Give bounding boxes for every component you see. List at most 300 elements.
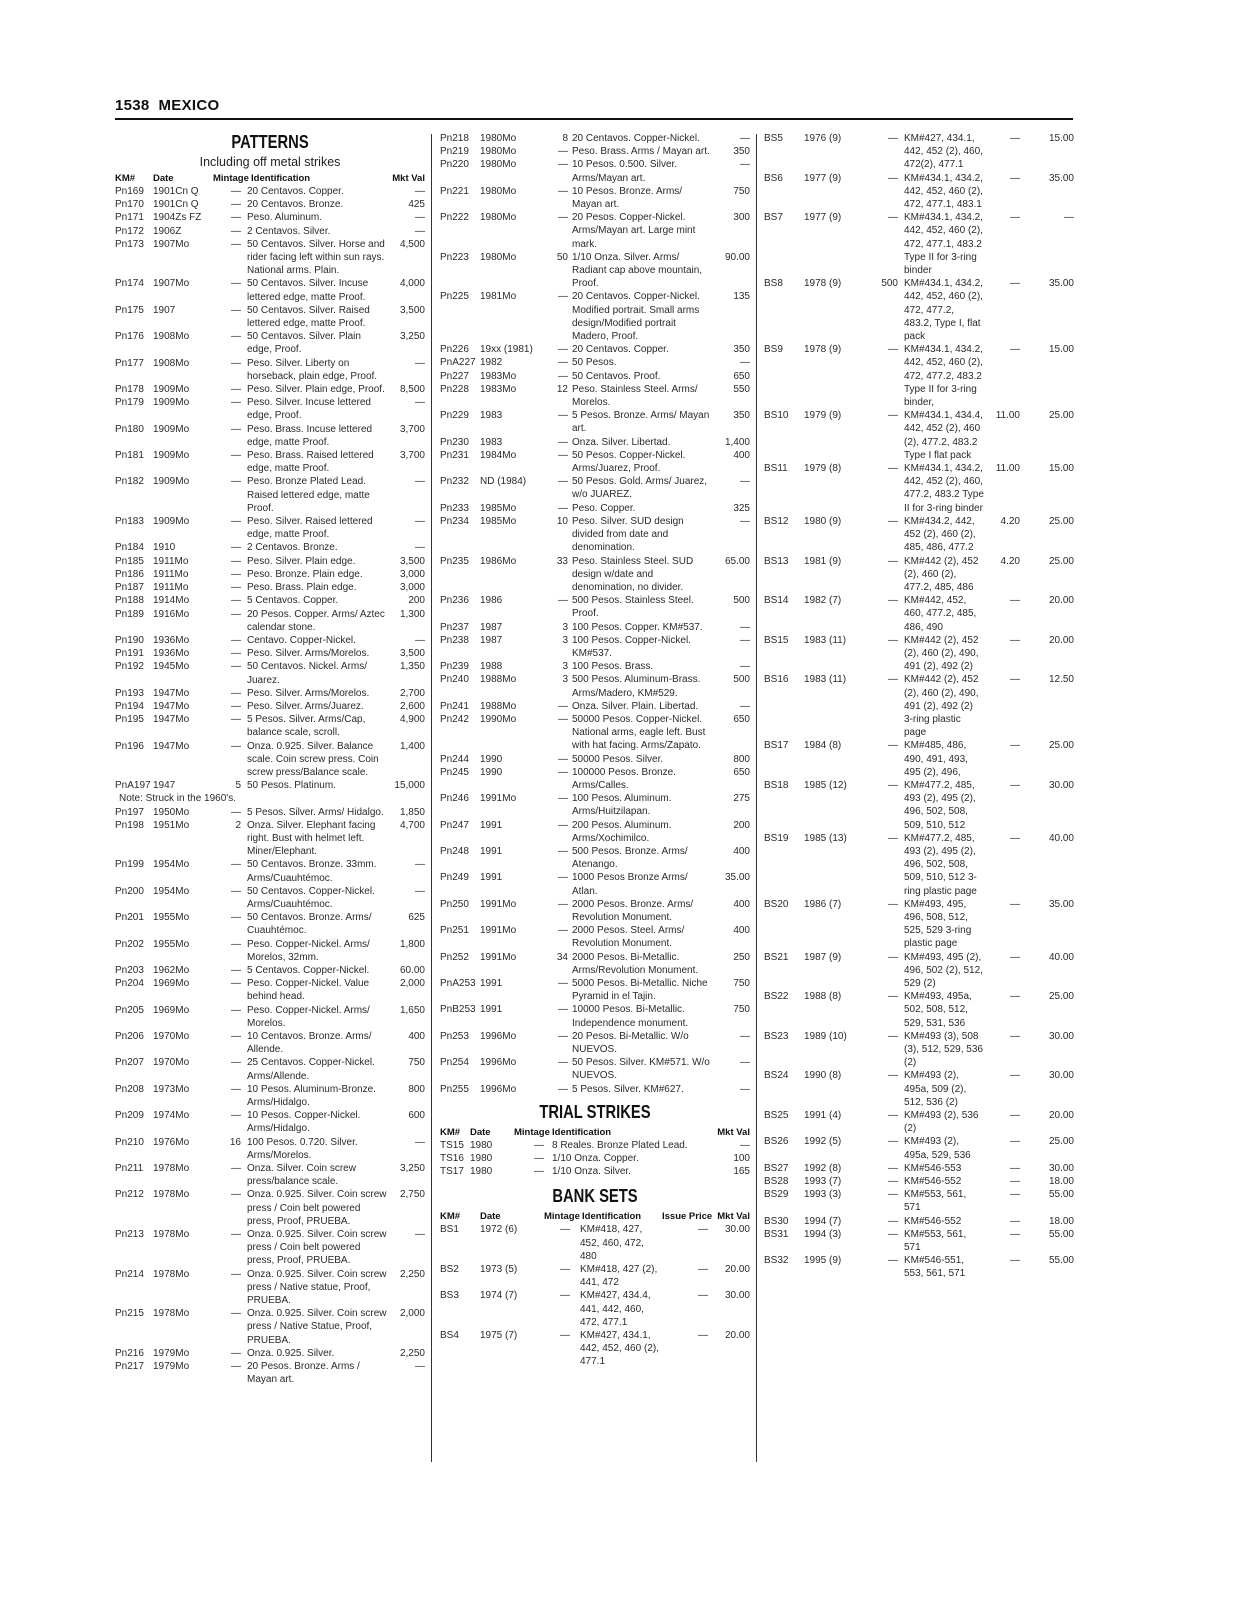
km-number: Pn178 [115, 384, 144, 396]
mkt-val: 350 [733, 410, 750, 422]
mkt-val: 20.00 [1048, 595, 1074, 607]
date: 1983Mo [480, 383, 517, 395]
identification: 500 Pesos. Aluminum-Brass. Arms/Madero, KM#529. [572, 674, 701, 699]
km-number: Pn225 [440, 291, 469, 303]
identification: 10 Centavos. Bronze. Arms/ Allende. [247, 1031, 372, 1056]
issue-price: 11.00 [995, 410, 1020, 422]
table-row [115, 1268, 425, 1308]
date: 1991 [480, 1004, 503, 1016]
mkt-val: — [740, 1030, 750, 1042]
km-number: Pn249 [440, 872, 469, 884]
identification: 5 Pesos. Bronze. Arms/ Mayan art. [572, 410, 710, 435]
bank-set-row [440, 1223, 750, 1263]
identification: 50 Centavos. Bronze. 33mm. Arms/Cuauhtémoc. [247, 859, 377, 884]
date: 1984Mo [480, 449, 517, 461]
date: 1951Mo [153, 819, 190, 831]
col-date: Date [480, 1211, 501, 1223]
identification: KM#546-551, 553, 561, 571 [904, 1255, 966, 1280]
bank-set-row [764, 555, 1074, 595]
mintage: — [534, 1139, 544, 1151]
col-km: KM# [115, 173, 136, 184]
km-number: Pn170 [115, 199, 144, 211]
identification: KM#493, 495, 496, 508, 512, 525, 529 3-ring plastic page [904, 898, 972, 950]
km-number: Pn250 [440, 898, 469, 910]
mkt-val: 15.00 [1048, 133, 1074, 144]
table-row [115, 1136, 425, 1162]
identification: 100 Pesos. Copper-Nickel. KM#537. [572, 634, 691, 659]
km-number: Pn175 [115, 304, 144, 316]
identification: Peso. Silver. Arms/Juarez. [247, 700, 364, 712]
table-row [115, 581, 425, 594]
table-row [115, 1228, 425, 1268]
bank-sets-list-1 [440, 1223, 750, 1368]
date: 1992 (8) [804, 1162, 842, 1174]
identification: Onza. 0.925. Silver. Coin screw press / Coin belt powered press, Proof, PRUEBA. [247, 1229, 387, 1267]
identification: KM#434.1, 434.2, 442, 452, 460 (2), 472, 477.1, 483.2 Type II for 3-ring binder [904, 212, 983, 277]
table-row [440, 594, 750, 620]
date: 1909Mo [153, 516, 190, 528]
km-number: BS8 [764, 278, 783, 290]
identification: Peso. Brass. Raised lettered edge, matte Proof. [247, 450, 374, 475]
table-row [440, 871, 750, 897]
km-number: Pn214 [115, 1268, 144, 1280]
column-3 [764, 132, 1074, 1281]
identification: KM#427, 434.1, 442, 452 (2), 460, 472(2), 477.1 [904, 133, 983, 171]
mkt-val: 400 [733, 449, 750, 461]
mintage: — [888, 172, 898, 184]
mintage: — [888, 898, 898, 910]
col-date: Date [153, 173, 174, 184]
table-row [115, 608, 425, 634]
km-number: Pn222 [440, 212, 469, 224]
bank-set-row [764, 1228, 1074, 1254]
date: 1980Mo [480, 185, 517, 197]
km-number: Pn193 [115, 687, 144, 699]
identification: 50 Centavos. Proof. [572, 370, 661, 382]
identification: 50 Centavos. Silver. Incuse lettered edge, matte Proof. [247, 278, 369, 303]
identification: KM#485, 486, 490, 491, 493, 495 (2), 496, [904, 740, 968, 778]
identification: 50000 Pesos. Copper-Nickel. National arms, eagle left. Bust with hat facing. Arms/Zapato. [572, 713, 706, 752]
mintage: — [558, 1083, 568, 1095]
mintage: — [231, 384, 241, 396]
mintage: — [558, 159, 568, 171]
identification: KM#442, 452, 460, 477.2, 485, 486, 490 [904, 595, 977, 633]
mintage: — [231, 1229, 241, 1241]
identification: 20 Centavos. Copper-Nickel. Modified portrait. Small arms design/Modified portrait Madero, Proof. [572, 291, 700, 343]
mkt-val: 650 [733, 766, 750, 778]
mkt-val: 40.00 [1048, 832, 1074, 844]
mkt-val: 1,350 [399, 661, 425, 673]
mintage: 2 [235, 819, 241, 831]
patterns-header [115, 173, 425, 185]
km-number: Pn247 [440, 819, 469, 831]
identification: 5000 Pesos. Bi-Metallic. Niche Pyramid in el Tajin. [572, 978, 708, 1003]
issue-price: — [698, 1224, 708, 1236]
bank-set-row [764, 594, 1074, 634]
date: 1980Mo [480, 251, 517, 263]
bank-set-row [764, 409, 1074, 462]
km-number: PnA197 [115, 780, 151, 792]
identification: KM#434.2, 442, 452 (2), 460 (2), 485, 486, 477.2 [904, 515, 976, 554]
mintage: — [560, 1224, 570, 1236]
mintage: — [231, 568, 241, 580]
mkt-val: 1,400 [724, 436, 750, 448]
date: 1936Mo [153, 648, 190, 660]
mkt-val: 200 [408, 595, 425, 607]
km-number: Pn213 [115, 1229, 144, 1241]
date: 1991Mo [480, 793, 517, 805]
table-row [440, 290, 750, 343]
identification: 50 Centavos. Nickel. Arms/ Juarez. [247, 661, 368, 686]
km-number: Pn184 [115, 542, 144, 554]
km-number: TS16 [440, 1153, 464, 1165]
table-row [115, 1083, 425, 1109]
issue-price: — [1010, 1228, 1020, 1240]
date: 1909Mo [153, 384, 190, 396]
table-row [440, 409, 750, 435]
table-row [440, 924, 750, 950]
table-row [440, 792, 750, 818]
km-number: Pn195 [115, 714, 144, 726]
mkt-val: 90.00 [724, 251, 750, 263]
km-number: Pn183 [115, 516, 144, 528]
bank-set-row [764, 277, 1074, 343]
identification: KM#553, 561, 571 [904, 1189, 967, 1214]
km-number: Pn189 [115, 608, 144, 620]
table-row [115, 515, 425, 541]
date: 1979Mo [153, 1361, 190, 1373]
mkt-val: — [415, 1361, 425, 1373]
table-row [440, 370, 750, 383]
mintage: 12 [556, 383, 568, 395]
mintage: — [231, 304, 241, 316]
identification: Peso. Silver. Plain edge. [247, 555, 356, 567]
km-number: Pn181 [115, 450, 144, 462]
mintage: — [888, 1228, 898, 1240]
mintage: — [231, 1004, 241, 1016]
table-row [115, 779, 425, 792]
identification: Onza. 0.925. Silver. Coin screw press / Native Statue, Proof, PRUEBA. [247, 1308, 387, 1346]
identification: 50 Centavos. Copper-Nickel. Arms/Cuauhtémoc. [247, 885, 375, 910]
issue-price: — [1010, 278, 1020, 290]
km-number: Pn231 [440, 449, 469, 461]
column-1 [115, 132, 425, 1386]
km-number: Pn237 [440, 621, 469, 633]
mkt-val: 2,000 [399, 1308, 425, 1320]
km-number: BS4 [440, 1330, 459, 1342]
bank-set-row [764, 211, 1074, 277]
date: 1988 (8) [804, 991, 842, 1003]
km-number: Pn216 [115, 1347, 144, 1359]
date: 1906Z [153, 225, 182, 237]
mkt-val: 500 [733, 674, 750, 686]
km-number: Pn248 [440, 845, 469, 857]
mkt-val: 300 [733, 212, 750, 224]
date: 1950Mo [153, 806, 190, 818]
mkt-val: 30.00 [724, 1224, 750, 1236]
mkt-val: 400 [733, 845, 750, 857]
mintage: — [888, 1070, 898, 1082]
mintage: — [558, 357, 568, 369]
mintage: — [231, 1361, 241, 1373]
mintage: — [888, 133, 898, 144]
table-row [440, 383, 750, 409]
table-row [115, 964, 425, 977]
km-number: Pn180 [115, 423, 144, 435]
identification: Peso. Silver. Raised lettered edge, matte Proof. [247, 516, 373, 541]
date: 1970Mo [153, 1031, 190, 1042]
km-number: Pn212 [115, 1189, 144, 1201]
table-row [440, 145, 750, 158]
issue-price: — [1010, 740, 1020, 752]
date: 1904Zs FZ [153, 212, 202, 224]
date: 1980 [470, 1139, 493, 1151]
date: 1983 (11) [804, 634, 847, 646]
mintage: — [231, 740, 241, 752]
mintage: — [888, 832, 898, 844]
mkt-val: — [740, 133, 750, 144]
mintage: — [888, 1215, 898, 1227]
mintage: — [231, 634, 241, 646]
date: 1954Mo [153, 885, 190, 897]
mkt-val: 30.00 [1048, 1070, 1074, 1082]
mkt-val: 800 [408, 1083, 425, 1095]
mkt-val: — [415, 476, 425, 488]
mkt-val: — [415, 634, 425, 646]
table-row [115, 687, 425, 700]
bank-set-row [764, 1109, 1074, 1135]
mintage: — [558, 819, 568, 831]
identification: KM#418, 427 (2), 441, 472 [580, 1264, 658, 1289]
date: 1989 (10) [804, 1030, 847, 1042]
date: 1982 (7) [804, 595, 842, 607]
table-row [115, 1056, 425, 1082]
issue-price: — [1010, 634, 1020, 646]
mkt-val: — [415, 885, 425, 897]
mintage: — [534, 1153, 544, 1165]
bank-set-row [764, 1175, 1074, 1188]
bank-set-row [764, 172, 1074, 212]
mintage: 16 [229, 1136, 241, 1148]
mkt-val: 3,700 [399, 450, 425, 462]
mkt-val: 40.00 [1048, 951, 1074, 963]
bank-set-row [440, 1263, 750, 1289]
identification: 20 Centavos. Copper-Nickel. [572, 133, 700, 144]
issue-price: — [1010, 898, 1020, 910]
identification: 100 Pesos. Brass. [572, 661, 654, 673]
page-title: MEXICO [158, 97, 220, 114]
mintage: — [558, 1004, 568, 1016]
table-row [440, 1056, 750, 1082]
identification: 5 Centavos. Copper-Nickel. [247, 964, 370, 976]
date: 1991 [480, 845, 503, 857]
page-number: 1538 [115, 97, 150, 114]
table-row [440, 713, 750, 753]
identification: Onza. 0.925. Silver. Coin screw press / Native statue, Proof, PRUEBA. [247, 1268, 387, 1307]
date: 1901Cn Q [153, 199, 199, 211]
km-number: Pn223 [440, 251, 469, 263]
date: 1988Mo [480, 674, 517, 686]
issue-price: — [1010, 212, 1020, 224]
mintage: — [231, 938, 241, 950]
mintage: 10 [556, 515, 568, 527]
mkt-val: 1,650 [399, 1004, 425, 1016]
patterns-subtitle: Including off metal strikes [199, 155, 341, 169]
km-number: Pn206 [115, 1031, 144, 1042]
mkt-val: 650 [733, 370, 750, 382]
date: 1936Mo [153, 634, 190, 646]
table-row [440, 700, 750, 713]
mintage: — [231, 186, 241, 197]
identification: Peso. Brass. Incuse lettered edge, matte Proof. [247, 423, 373, 448]
bank-set-row [764, 1188, 1074, 1214]
mkt-val: 20.00 [724, 1330, 750, 1342]
mintage: — [231, 238, 241, 250]
km-number: Pn203 [115, 964, 144, 976]
identification: KM#434.1, 434.2, 442, 452, 460 (2), 472, 477.2, 483.2, Type I, flat pack [904, 278, 983, 343]
identification: Peso. Silver. Liberty on horseback, plain edge, Proof. [247, 357, 378, 382]
identification: KM#546-552 [904, 1176, 962, 1188]
mkt-val: 1,850 [399, 806, 425, 818]
identification: Onza. 0.925. Silver. [247, 1347, 335, 1359]
table-row [440, 515, 750, 555]
mkt-val: 650 [733, 713, 750, 725]
date: 1947Mo [153, 740, 190, 752]
mkt-val: — [1064, 212, 1074, 224]
mkt-val: 4,700 [399, 819, 425, 831]
identification: KM#434.1, 434.2, 442, 452 (2), 460, 477.2, 483.2 Type II for 3-ring binder [904, 463, 984, 514]
table-row [115, 1030, 425, 1056]
km-number: Pn254 [440, 1057, 469, 1069]
identification: 2 Centavos. Silver. [247, 225, 331, 237]
mkt-val: 4,000 [399, 278, 425, 290]
mintage: — [231, 978, 241, 990]
date: ND (1984) [480, 476, 527, 488]
identification: Onza. 0.925. Silver. Coin screw press / Coin belt powered press, Proof, PRUEBA. [247, 1189, 387, 1227]
identification: 100 Pesos. Copper. KM#537. [572, 621, 703, 633]
mintage: — [560, 1290, 570, 1302]
identification: KM#434.1, 434.2, 442, 452, 460 (2), 472, 477.2, 483.2 Type II for 3-ring binder, [904, 344, 983, 409]
identification: Peso. Brass. Plain edge. [247, 582, 357, 594]
mkt-val: 25.00 [1048, 740, 1074, 752]
identification: 100 Pesos. 0.720. Silver. Arms/Morelos. [247, 1136, 358, 1161]
km-number: Pn201 [115, 912, 144, 924]
mintage: — [558, 410, 568, 422]
mkt-val: — [415, 357, 425, 369]
col-km: KM# [440, 1126, 461, 1138]
table-row [115, 396, 425, 422]
km-number: PnB253 [440, 1004, 476, 1016]
mintage: — [231, 964, 241, 976]
identification: 10 Pesos. 0.500. Silver. Arms/Mayan art. [572, 159, 678, 184]
km-number: BS31 [764, 1228, 789, 1240]
identification: 1/10 Onza. Copper. [552, 1153, 639, 1165]
mintage: — [888, 779, 898, 791]
date: 1954Mo [153, 859, 190, 871]
km-number: Pn221 [440, 185, 469, 197]
mintage: — [560, 1264, 570, 1276]
date: 1987 [480, 621, 503, 633]
mintage: — [231, 608, 241, 620]
issue-price: — [698, 1290, 708, 1302]
table-row [115, 304, 425, 330]
date: 1907Mo [153, 278, 190, 290]
identification: 10 Pesos. Copper-Nickel. Arms/Hidalgo. [247, 1110, 361, 1135]
km-number: Pn186 [115, 568, 144, 580]
table-row [115, 357, 425, 383]
table-row [115, 185, 425, 198]
mkt-val: 35.00 [1048, 898, 1074, 910]
mkt-val: 60.00 [399, 964, 425, 976]
mintage: — [558, 1030, 568, 1042]
mintage: — [231, 1308, 241, 1320]
bank-sets-title: BANK SETS [552, 1186, 638, 1207]
table-row [115, 740, 425, 780]
mintage: — [888, 1189, 898, 1201]
date: 1987 (9) [804, 951, 842, 963]
mkt-val: 1,300 [399, 608, 425, 620]
mkt-val: — [415, 516, 425, 528]
date: 1985 (13) [804, 832, 847, 844]
identification: Onza. Silver. Coin screw press/balance scale. [247, 1163, 356, 1188]
table-row [115, 647, 425, 660]
mkt-val: 2,250 [399, 1268, 425, 1280]
table-row [115, 885, 425, 911]
km-number: BS17 [764, 740, 789, 752]
date: 1983 [480, 436, 503, 448]
mintage: — [888, 1110, 898, 1122]
date: 1909Mo [153, 397, 190, 409]
km-number: Pn192 [115, 661, 144, 673]
mkt-val: 3,500 [399, 304, 425, 316]
mintage: — [231, 199, 241, 211]
mintage: — [558, 595, 568, 607]
date: 1908Mo [153, 331, 190, 343]
date: 1991 (4) [804, 1110, 842, 1122]
table-row [115, 383, 425, 396]
identification: Onza. Silver. Libertad. [572, 436, 671, 448]
mkt-val: — [740, 1139, 750, 1151]
km-number: Pn171 [115, 212, 144, 224]
mkt-val: 1,800 [399, 938, 425, 950]
km-number: Pn232 [440, 476, 469, 488]
bank-set-row [764, 1030, 1074, 1070]
mintage: — [231, 687, 241, 699]
date: 1990 [480, 766, 503, 778]
km-number: Pn235 [440, 555, 469, 567]
mkt-val: 600 [408, 1110, 425, 1122]
date: 1969Mo [153, 1004, 190, 1016]
date: 1980Mo [480, 146, 517, 158]
mintage: — [231, 595, 241, 607]
mintage: — [888, 1255, 898, 1267]
mintage: — [558, 344, 568, 356]
date: 1996Mo [480, 1030, 517, 1042]
date: 1973Mo [153, 1083, 190, 1095]
km-number: Pn209 [115, 1110, 144, 1122]
mintage: — [888, 344, 898, 356]
date: 1901Cn Q [153, 186, 199, 197]
mkt-val: 250 [733, 951, 750, 963]
mintage: 3 [562, 674, 568, 686]
identification: KM#434.1, 434.2, 442, 452, 460 (2), 472, 477.1, 483.1 [904, 172, 983, 211]
km-number: Pn198 [115, 819, 144, 831]
date: 1984 (8) [804, 740, 842, 752]
mintage: — [888, 1176, 898, 1188]
table-row [115, 1004, 425, 1030]
table-row [115, 806, 425, 819]
mkt-val: 25.00 [1048, 410, 1074, 422]
